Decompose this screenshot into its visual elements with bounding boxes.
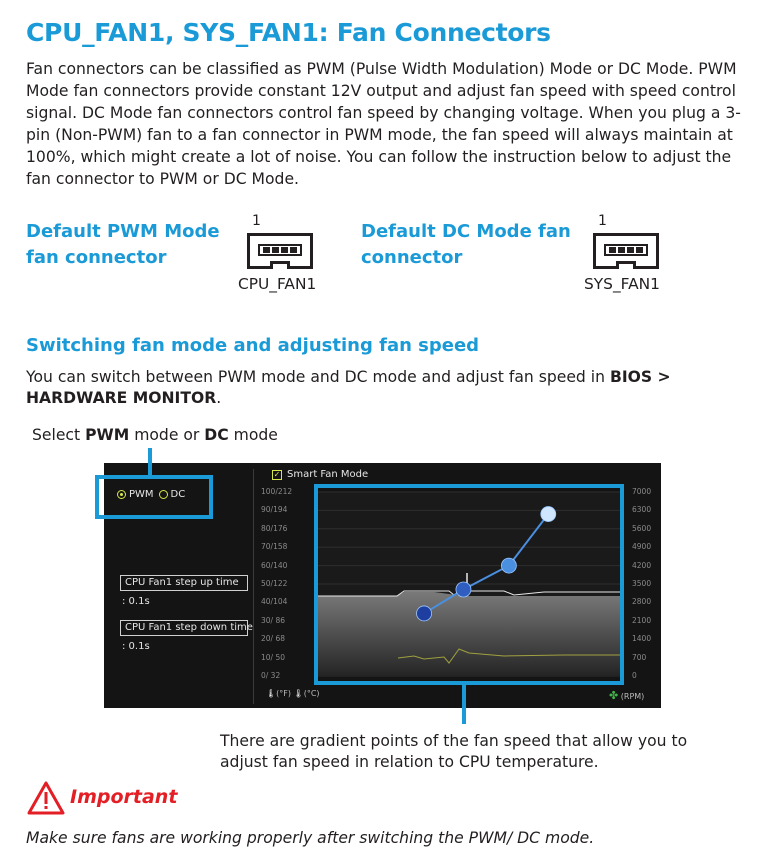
gradient-caption: There are gradient points of the fan speed that allow you to adjust fan speed in relation to CPU temperature. bbox=[220, 732, 688, 771]
y-tick-right: 4200 bbox=[632, 560, 652, 570]
caption-part: Select bbox=[32, 426, 86, 444]
y-tick-left: 50/122 bbox=[261, 579, 288, 588]
mode-select-highlight bbox=[95, 475, 213, 519]
y-tick-right: 7000 bbox=[632, 487, 652, 496]
dc-radio-label: DC bbox=[170, 489, 186, 500]
caption-part: mode bbox=[228, 426, 278, 444]
rpm-unit bbox=[609, 689, 644, 702]
y-tick-left: 100/212 bbox=[261, 487, 293, 496]
important-note: Make sure fans are working properly after switching the PWM/ DC mode. bbox=[26, 829, 595, 847]
switching-heading: Switching fan mode and adjusting fan speed bbox=[26, 335, 480, 356]
step-down-time-field[interactable]: CPU Fan1 step down time bbox=[120, 620, 248, 636]
switching-text: You can switch between PWM mode and DC mode and adjust fan speed in bbox=[26, 368, 610, 386]
sys-fan1-label: SYS_FAN1 bbox=[584, 275, 660, 293]
y-tick-right: 2800 bbox=[632, 597, 652, 607]
pwm-radio-label: PWM bbox=[129, 489, 154, 500]
rpm-unit-label: (RPM) bbox=[620, 692, 645, 701]
cpu-fan1-connector-icon bbox=[247, 233, 313, 269]
switching-text-end: . bbox=[216, 389, 222, 407]
switching-paragraph bbox=[26, 367, 716, 409]
select-mode-caption bbox=[32, 425, 278, 446]
fan-curve-highlight bbox=[314, 484, 624, 685]
pwm-connector-heading bbox=[26, 219, 220, 271]
caption-dc: DC bbox=[204, 426, 229, 444]
caption-part: mode or bbox=[129, 426, 205, 444]
y-tick-left: 70/158 bbox=[261, 542, 288, 552]
page-title: CPU_FAN1, SYS_FAN1: Fan Connectors bbox=[26, 18, 551, 47]
bios-path: BIOS > HARDWARE MONITOR bbox=[26, 368, 671, 407]
y-tick-right: 1400 bbox=[632, 634, 652, 644]
temp-unit-f: (°F) bbox=[276, 689, 291, 698]
caption-pwm: PWM bbox=[85, 426, 130, 444]
pwm-heading-line2: fan connector bbox=[26, 247, 167, 268]
y-tick-right: 5600 bbox=[632, 523, 652, 533]
y-tick-left: 40/104 bbox=[261, 597, 288, 607]
y-tick-right: 3500 bbox=[632, 579, 652, 588]
smart-fan-checkbox[interactable]: ✓ bbox=[273, 469, 281, 479]
warning-icon bbox=[26, 780, 66, 816]
dc-heading-line1: Default DC Mode fan bbox=[361, 221, 571, 242]
y-tick-right: 4900 bbox=[632, 542, 652, 552]
sys-fan1-connector-icon bbox=[593, 233, 659, 269]
y-tick-right: 2100 bbox=[632, 615, 652, 625]
step-down-time-value: : 0.1s bbox=[122, 641, 150, 652]
y-tick-left: 90/194 bbox=[261, 505, 288, 515]
pwm-pin1-label: 1 bbox=[252, 213, 261, 229]
thermometer-f-icon: 🌡 bbox=[266, 689, 277, 698]
y-tick-left: 60/140 bbox=[261, 560, 288, 570]
y-tick-right: 0 bbox=[632, 671, 637, 680]
dc-pin1-label: 1 bbox=[598, 213, 607, 229]
y-tick-right: 700 bbox=[632, 652, 647, 662]
fan-icon: ✤ bbox=[609, 689, 619, 702]
cpu-fan1-label: CPU_FAN1 bbox=[238, 275, 317, 293]
y-tick-left: 10/ 50 bbox=[261, 652, 285, 662]
dc-heading-line2: connector bbox=[361, 247, 463, 268]
step-up-time-field[interactable]: CPU Fan1 step up time bbox=[120, 575, 248, 591]
y-tick-left: 30/ 86 bbox=[261, 615, 285, 625]
important-heading: Important bbox=[70, 786, 178, 808]
thermometer-c-icon: 🌡 bbox=[293, 689, 304, 698]
fan-curve-callout-line bbox=[462, 684, 466, 724]
y-tick-left: 20/ 68 bbox=[261, 634, 285, 644]
pwm-heading-line1: Default PWM Mode bbox=[26, 221, 220, 242]
step-up-time-value: : 0.1s bbox=[122, 596, 150, 607]
y-tick-right: 6300 bbox=[632, 505, 652, 515]
temp-unit-c: (°C) bbox=[303, 689, 320, 698]
dc-connector-heading bbox=[361, 219, 571, 271]
mode-select-callout-line bbox=[148, 448, 152, 476]
y-tick-left: 0/ 32 bbox=[261, 671, 281, 680]
intro-paragraph: Fan connectors can be classified as PWM (Pulse Width Modulation) Mode or DC Mode. PWM Mode fan connectors provide constant 12V output and adjust fan speed with speed control signal. DC Mode fan connectors control fan speed by changing voltage. When you plug a 3-pin (Non-PWM) fan to a fan connector in PWM mode, the fan speed will always maintain at 100%, which might create a lot of noise. You can follow the instruction below to adjust the fan connector to PWM or DC Mode. bbox=[26, 60, 741, 188]
y-tick-left: 80/176 bbox=[261, 523, 288, 533]
smart-fan-label: Smart Fan Mode bbox=[287, 469, 369, 480]
temp-unit-toggle[interactable] bbox=[266, 689, 320, 698]
